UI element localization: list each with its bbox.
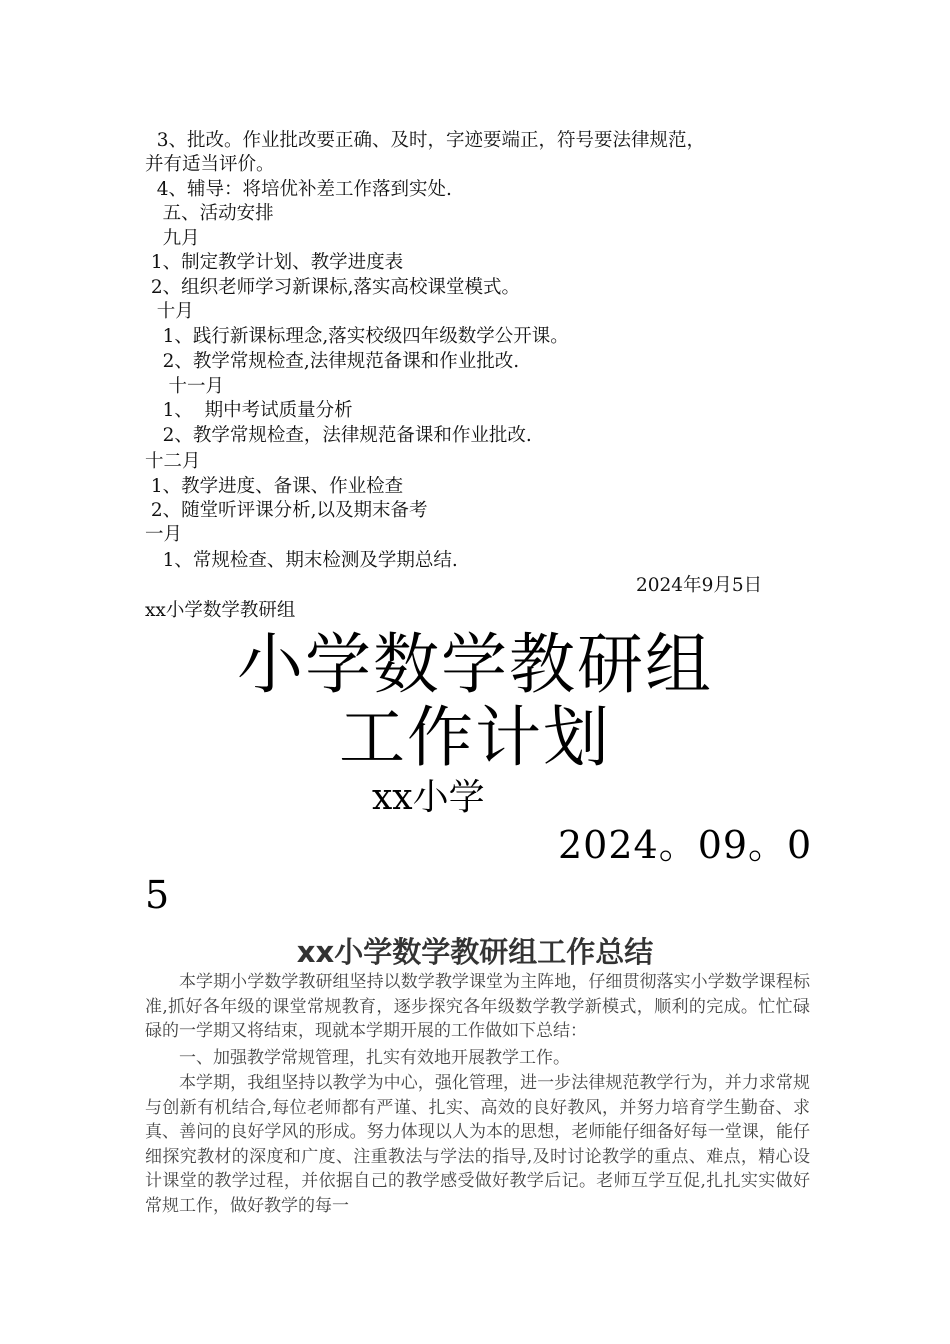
plan-month-label: 十一月 [145, 376, 225, 397]
cover-title-line2: 工作计划 [339, 699, 611, 776]
cover-school: xx小学 [372, 777, 485, 818]
summary-heading-1: 一、加强教学常规管理，扎实有效地开展教学工作。 [179, 1048, 570, 1068]
plan-signature: xx小学数学教研组 [145, 600, 296, 621]
cover-title-line1: 小学数学教研组 [237, 626, 713, 703]
plan-line: 1、教学进度、备课、作业检查 [145, 476, 404, 497]
plan-line: 4、辅导：将培优补差工作落到实处. [145, 179, 452, 200]
plan-month-label: 一月 [145, 524, 183, 545]
plan-month-label: 十月 [145, 301, 194, 322]
plan-line: 1、 期中考试质量分析 [145, 400, 353, 421]
cover-date: 2024。09。0 [558, 823, 813, 867]
summary-title: xx小学数学教研组工作总结 [296, 935, 654, 969]
plan-line: 2、教学常规检查，法律规范备课和作业批改. [145, 425, 532, 446]
plan-line: 1、制定教学计划、教学进度表 [145, 252, 404, 273]
summary-paragraph-1: 本学期，我组坚持以教学为中心，强化管理，进一步法律规范教学行为，并力求常规与创新有机结合,每位老师都有严谨、扎实、高效的良好教风，并努力培育学生勤奋、求真、善问的良好学风的形成。努力体现以人为本的思想，老师能仔细备好每一堂课，能仔细探究教材的深度和广度、注重教法与学法的指导,及时讨论教学的重点、难点，精心设计课堂的教学过程，并依据自己的教学感受做好教学后记。老师互学互促,扎扎实实做好常规工作，做好教学的每一 [145, 1073, 810, 1216]
plan-line: 2、组织老师学习新课标,落实高校课堂模式。 [145, 277, 521, 298]
plan-month-label: 十二月 [145, 451, 201, 472]
plan-line: 并有适当评价。 [145, 154, 275, 175]
summary-intro: 本学期小学数学教研组坚持以数学教学课堂为主阵地，仔细贯彻落实小学数学课程标准,抓好各年级的课堂常规教育，逐步探究各年级数学教学新模式，顺利的完成。忙忙碌碌的一学期又将结束，现就本学期开展的工作做如下总结： [145, 972, 810, 1042]
plan-section-heading: 五、活动安排 [145, 203, 274, 224]
plan-line: 2、教学常规检查,法律规范备课和作业批改. [145, 351, 520, 372]
cover-date-wrap: 5 [145, 873, 170, 917]
plan-line: 1、践行新课标理念,落实校级四年级数学公开课。 [145, 326, 569, 347]
plan-month-label: 九月 [145, 228, 200, 249]
plan-line: 2、随堂听评课分析,以及期末备考 [145, 500, 428, 521]
plan-date: 2024年9月5日 [636, 575, 763, 596]
plan-line: 1、常规检查、期末检测及学期总结. [145, 550, 458, 571]
plan-line: 3、批改。作业批改要正确、及时，字迹要端正，符号要法律规范， [145, 130, 706, 151]
